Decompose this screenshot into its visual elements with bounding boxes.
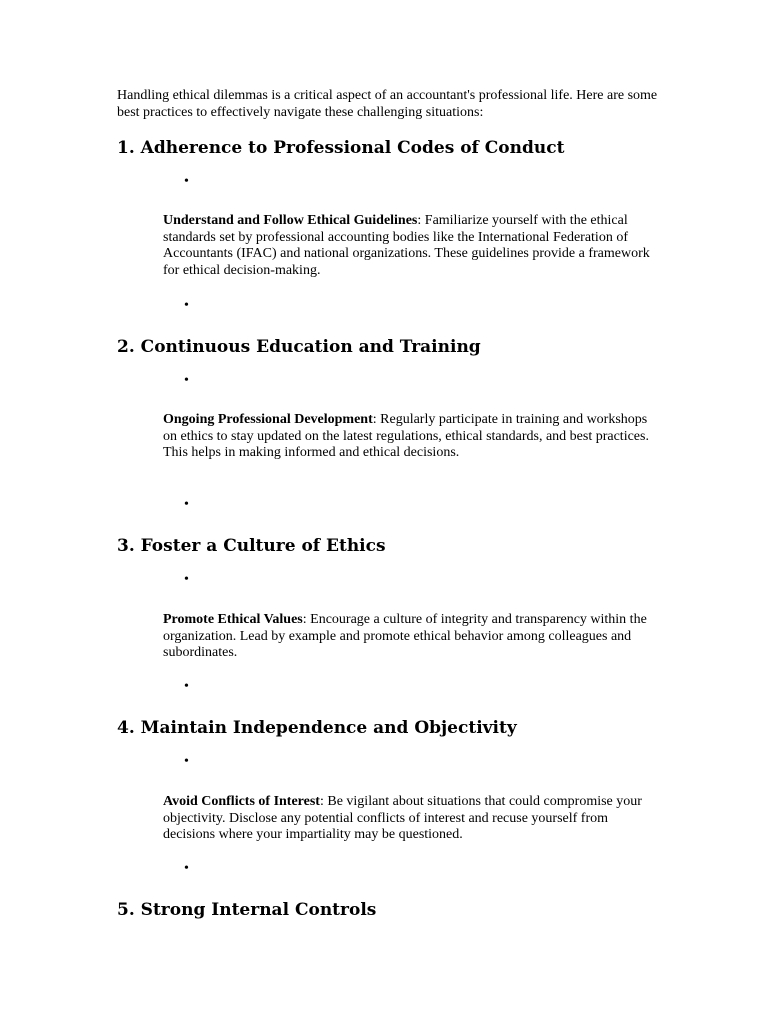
section-2-text: : Regularly participate in training and workshops on ethics to stay updated on the latest regulations, ethical standards, and best practices. This helps in making informed and ethical decisions. bbox=[163, 412, 649, 461]
intro-paragraph: Handling ethical dilemmas is a critical aspect of an accountant's professional life. Here are some best practices to effectively navigate these challenging situations: bbox=[117, 88, 658, 120]
bullet-icon: • bbox=[184, 679, 189, 694]
section-4-paragraph bbox=[163, 794, 658, 844]
section-1-text: : Familiarize yourself with the ethical standards set by professional accounting bodies like the International Federation of Accountants (IFAC) and national organizations. These guidelines provide a framework for ethical decision-making. bbox=[163, 213, 650, 278]
bullet-icon: • bbox=[184, 373, 189, 388]
section-5-heading: 5. Strong Internal Controls bbox=[117, 900, 377, 920]
section-1-paragraph bbox=[163, 213, 658, 279]
section-1-heading: 1. Adherence to Professional Codes of Conduct bbox=[117, 138, 565, 158]
section-3-paragraph bbox=[163, 612, 658, 662]
bullet-icon: • bbox=[184, 572, 189, 587]
section-3-term: Promote Ethical Values bbox=[163, 612, 303, 627]
bullet-icon: • bbox=[184, 497, 189, 512]
bullet-icon: • bbox=[184, 298, 189, 313]
section-3-heading: 3. Foster a Culture of Ethics bbox=[117, 536, 386, 556]
bullet-icon: • bbox=[184, 174, 189, 189]
section-2-paragraph bbox=[163, 412, 658, 462]
section-4-heading: 4. Maintain Independence and Objectivity bbox=[117, 718, 517, 738]
section-2-heading: 2. Continuous Education and Training bbox=[117, 337, 481, 357]
section-3-text: : Encourage a culture of integrity and transparency within the organization. Lead by example and promote ethical behavior among colleagues and subordinates. bbox=[163, 612, 647, 661]
bullet-icon: • bbox=[184, 754, 189, 769]
bullet-icon: • bbox=[184, 861, 189, 876]
section-1-term: Understand and Follow Ethical Guidelines bbox=[163, 213, 418, 228]
section-4-text: : Be vigilant about situations that could compromise your objectivity. Disclose any potential conflicts of interest and recuse yourself from decisions where your impartiality may be questioned. bbox=[163, 794, 642, 843]
section-2-term: Ongoing Professional Development bbox=[163, 412, 373, 427]
section-4-term: Avoid Conflicts of Interest bbox=[163, 794, 320, 809]
